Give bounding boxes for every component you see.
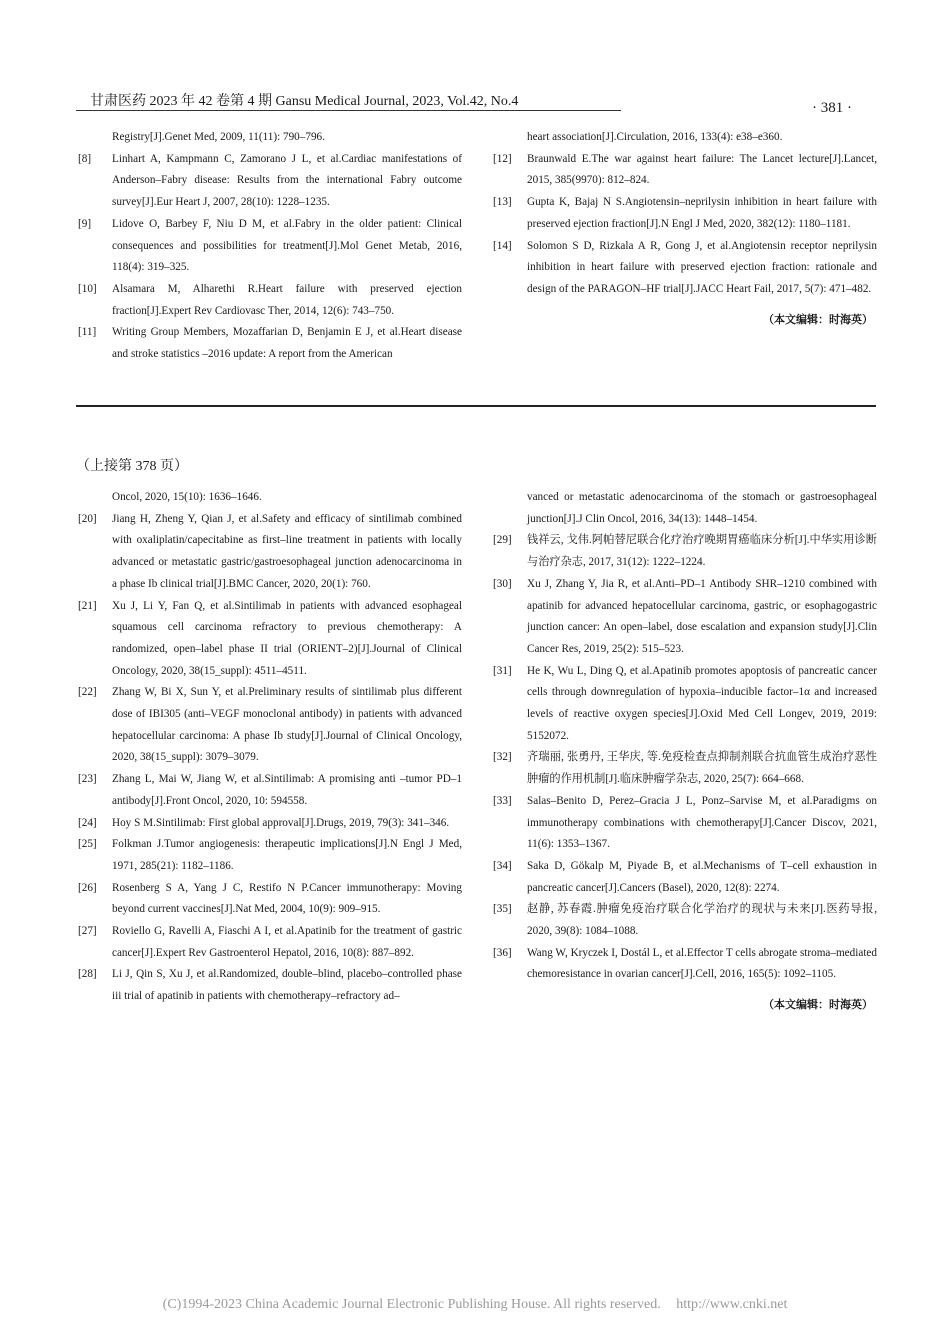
reference-item: [33] Salas–Benito D, Perez–Gracia J L, Ponz–Sarvise M, et al.Paradigms on immunotherapy combinations with chemotherapy[J].Cancer Discov, 2021, 11(6): 1353–1367. [493,794,877,851]
reference-item: [36] Wang W, Kryczek I, Dostál L, et al.Effector T cells abrogate stroma–mediated chemoresistance in ovarian cancer[J].Cell, 2016, 165(5): 1092–1105. [493,946,877,981]
reference-item: Registry[J].Genet Med, 2009, 11(11): 790–796. [112,131,325,143]
editor-credit: （本文编辑：时海英） [763,312,873,326]
reference-item: [12] Braunwald E.The war against heart failure: The Lancet lecture[J].Lancet, 2015, 385(9970): 812–824. [493,152,877,187]
reference-item: [10] Alsamara M, Alharethi R.Heart failure with preserved ejection fraction[J].Expert Rev Cardiovasc Ther, 2014, 12(6): 743–750. [78,282,462,317]
top-right-column [491,127,877,330]
reference-item: [30] Xu J, Zhang Y, Jia R, et al.Anti–PD–1 Antibody SHR–1210 combined with apatinib for advanced hepatocellular carcinoma, gastric, or esophagogastric junction cancer: An open–label, dose escalation and expansion study[J].Clin Cancer Res, 2019, 25(2): 515–523. [493,577,877,655]
header-rule [76,110,621,111]
continued-from-label: （上接第 378 页） [76,459,188,474]
journal-header: 甘肃医药 2023 年 42 卷第 4 期 Gansu Medical Journal, 2023, Vol.42, No.4 [90,94,519,109]
reference-item: [23] Zhang L, Mai W, Jiang W, et al.Sintilimab: A promising anti –tumor PD–1 antibody[J].Front Oncol, 2020, 10: 594558. [78,773,462,807]
reference-item: [11] Writing Group Members, Mozaffarian D, Benjamin E J, et al.Heart disease and stroke statistics –2016 update: A report from the American [78,326,462,361]
page-number: · 381 · [812,100,852,116]
editor-credit: （本文编辑：时海英） [763,998,873,1012]
section-divider [76,405,876,407]
reference-item: [14] Solomon S D, Rizkala A R, Gong J, et al.Angiotensin receptor neprilysin inhibition in heart failure with preserved ejection fraction: rationale and design of the PARAGON–HF trial[J].JACC Heart Fail, 2017, 5(7): 471–482. [493,239,877,295]
footer-url: http://www.cnki.net [676,1297,788,1312]
reference-item: [21] Xu J, Li Y, Fan Q, et al.Sintilimab in patients with advanced esophageal squamous cell carcinoma refractory to previous chemotherapy: A randomized, open–label phase II trial (ORIENT–2)[J].Journal of Clinical Oncology, 2020, 38(15_suppl): 4511–4511. [78,599,462,677]
reference-item: [9] Lidove O, Barbey F, Niu D M, et al.Fabry in the older patient: Clinical consequences and possibilities for treatment[J].Mol Genet Metab, 2016, 118(4): 319–325. [78,217,462,274]
reference-item: [28] Li J, Qin S, Xu J, et al.Randomized, double–blind, placebo–controlled phase iii trial of apatinib in patients with chemotherapy–refractory ad– [78,968,462,1003]
reference-item: [32] 齐瑞丽, 张勇丹, 王华庆, 等.免疫检查点抑制剂联合抗血管生成治疗恶性肿瘤的作用机制[J].临床肿瘤学杂志, 2020, 25(7): 664–668. [493,751,877,786]
reference-item: [31] He K, Wu L, Ding Q, et al.Apatinib promotes apoptosis of pancreatic cancer cells through downregulation of hypoxia–inducible factor–1α and increased levels of reactive oxygen species[J].Oxid Med Cell Longev, 2019, 2019: 5152072. [493,664,877,742]
reference-item: [34] Saka D, Gökalp M, Piyade B, et al.Mechanisms of T–cell exhaustion in pancreatic cancer[J].Cancers (Basel), 2020, 12(8): 2274. [493,859,877,894]
top-left-column [76,127,462,366]
reference-item: [22] Zhang W, Bi X, Sun Y, et al.Preliminary results of sintilimab plus different dose of IBI305 (anti–VEGF monoclonal antibody) in patients with advanced hepatocellular carcinoma: A phase Ib study[J].Journal of Clinical Oncology, 2020, 38(15_suppl): 3079–3079. [78,686,462,764]
bottom-left-column [76,487,462,1008]
reference-item: [8] Linhart A, Kampmann C, Zamorano J L, et al.Cardiac manifestations of Anderson–Fabry disease: Results from the international Fabry outcome survey[J].Eur Heart J, 2007, 28(10): 1228–1235. [78,152,462,209]
copyright-text: (C)1994-2023 China Academic Journal Electronic Publishing House. All rights reserved. [162,1297,661,1312]
reference-item: [26] Rosenberg S A, Yang J C, Restifo N P.Cancer immunotherapy: Moving beyond current vaccines[J].Nat Med, 2004, 10(9): 909–915. [78,881,462,916]
reference-item: [20] Jiang H, Zheng Y, Qian J, et al.Safety and efficacy of sintilimab combined with oxaliplatin/capecitabine as first–line treatment in patients with locally advanced or metastatic gastric/gastroesophageal junction adenocarcinoma in a phase Ib clinical trial[J].BMC Cancer, 2020, 20(1): 760. [78,512,462,590]
reference-item: Oncol, 2020, 15(10): 1636–1646. [112,491,262,503]
reference-item: [13] Gupta K, Bajaj N S.Angiotensin–neprilysin inhibition in heart failure with preserved ejection fraction[J].N Engl J Med, 2020, 382(12): 1180–1181. [493,196,877,230]
reference-item: [29] 钱祥云, 戈伟.阿帕替尼联合化疗治疗晚期胃癌临床分析[J].中华实用诊断与治疗杂志, 2017, 31(12): 1222–1224. [493,534,877,569]
reference-item: vanced or metastatic adenocarcinoma of the stomach or gastroesophageal junction[J].J Clin Oncol, 2016, 34(13): 1448–1454. [527,491,877,525]
reference-item: [24] Hoy S M.Sintilimab: First global approval[J].Drugs, 2019, 79(3): 341–346. [78,816,450,829]
copyright-footer [0,1297,950,1313]
reference-item: [35] 赵静, 苏春霞.肿瘤免疫治疗联合化学治疗的现状与未来[J].医药导报, 2020, 39(8): 1084–1088. [493,903,877,938]
reference-item: [25] Folkman J.Tumor angiogenesis: therapeutic implications[J].N Engl J Med, 1971, 285(21): 1182–1186. [78,838,462,872]
reference-item: heart association[J].Circulation, 2016, 133(4): e38–e360. [527,131,783,143]
reference-item: [27] Roviello G, Ravelli A, Fiaschi A I, et al.Apatinib for the treatment of gastric cancer[J].Expert Rev Gastroenterol Hepatol, 2016, 10(8): 887–892. [78,925,462,959]
bottom-right-column [491,487,877,1016]
